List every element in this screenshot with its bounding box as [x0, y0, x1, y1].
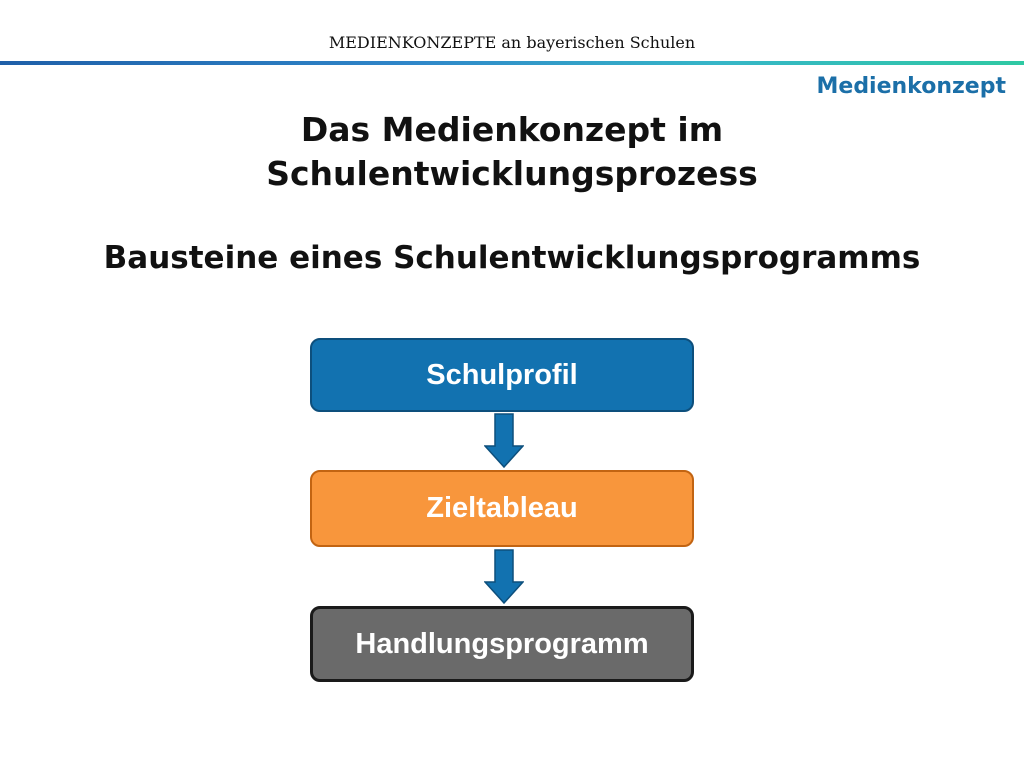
- header-divider: [0, 61, 1024, 65]
- box-zieltableau: Zieltableau: [310, 470, 694, 547]
- slide-subtitle: Bausteine eines Schulentwicklungsprogramms: [103, 240, 921, 276]
- box-handlungsprogramm: Handlungsprogramm: [310, 606, 694, 682]
- down-arrow-icon: [484, 413, 524, 468]
- slide-title: [0, 108, 1024, 196]
- section-label: Medienkonzept: [816, 74, 1006, 99]
- down-arrow-icon: [484, 549, 524, 604]
- header-title: MEDIENKONZEPTE an bayerischen Schulen: [328, 33, 696, 52]
- slide-title-line-1: Das Medienkonzept im: [300, 110, 724, 149]
- box-schulprofil: Schulprofil: [310, 338, 694, 412]
- slide-title-line-2: Schulentwicklungsprozess: [266, 154, 758, 193]
